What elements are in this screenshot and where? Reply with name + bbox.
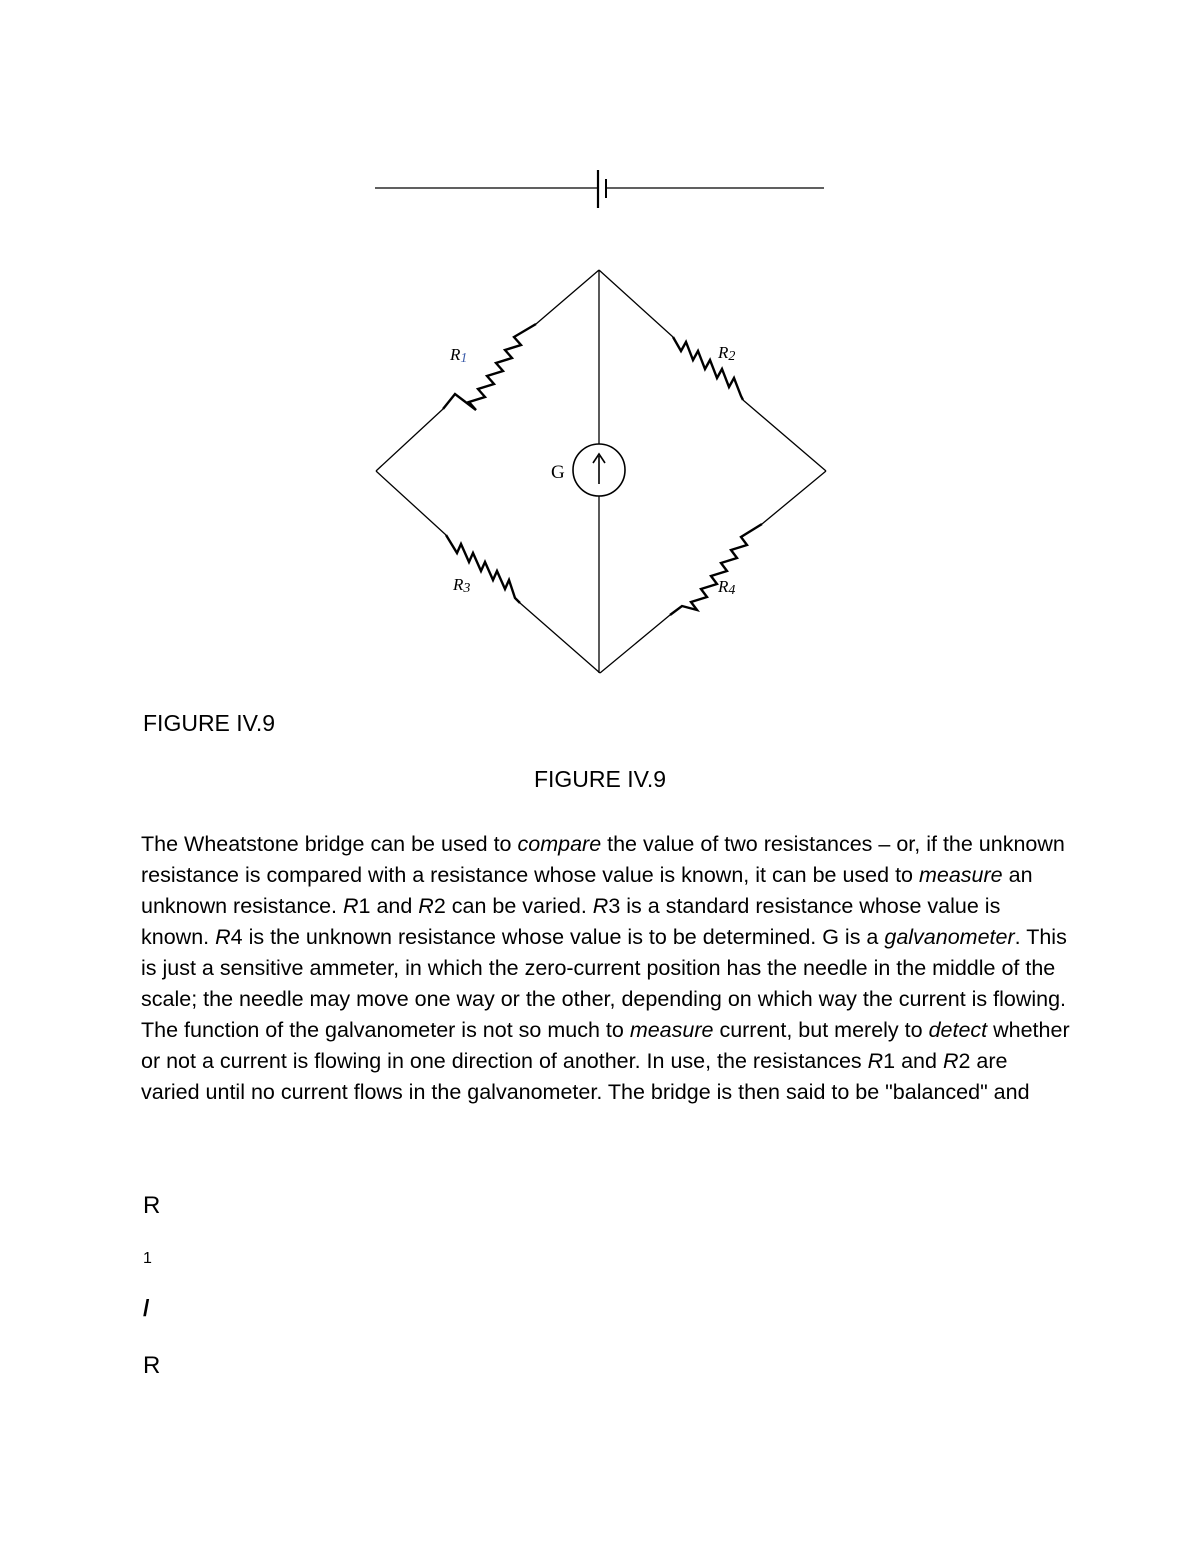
resistor-r1-label: R1 [450,345,468,366]
figure-caption-center: FIGURE IV.9 [533,766,667,792]
galvanometer-label: G [551,462,565,483]
fraction-slash: / [143,1295,150,1321]
wire-r2-right [743,400,826,471]
resistor-r4-zigzag [670,524,762,615]
fraction-denominator-r: R [143,1352,161,1379]
body-paragraph: The Wheatstone bridge can be used to compare the value of two resistances – or, if the unknown resistance is compared with a resistance whose value is known, it can be used to measure an unknown resistance. R1 and R2 can be varied. R3 is a standard resistance whose value is known. R4 is the unknown resistance whose value is to be determined. G is a galvanometer. This is just a sensitive ammeter, in which the zero-current position has the needle in the middle of the scale; the needle may move one way or the other, depending on which way the current is flowing. The function of the galvanometer is not so much to measure current, but merely to detect whether or not a current is flowing in one direction of another. In use, the resistances R1 and R2 are varied until no current flows in the galvanometer. The bridge is then said to be "balanced" and [141,832,1070,1104]
wire-r4-bottom [600,615,670,673]
wire-right-bottom [762,471,826,524]
resistor-r4-label: R4 [718,577,736,598]
resistor-r1-zigzag [443,324,536,410]
wire-r1-left [376,409,443,471]
wire-left-bottom [376,471,446,535]
resistor-r2-label: R2 [718,343,736,364]
wire-top-right [599,270,673,337]
wheatstone-bridge-diagram [0,0,1200,700]
fraction-subscript: 1 [143,1250,152,1267]
figure-caption-left: FIGURE IV.9 [143,710,276,736]
wire-top-left [536,270,599,324]
resistor-r3-label: R3 [453,575,471,596]
fraction-numerator-r: R [143,1192,161,1219]
resistor-r2-zigzag [673,337,743,400]
wire-r3-bottom [520,603,600,673]
